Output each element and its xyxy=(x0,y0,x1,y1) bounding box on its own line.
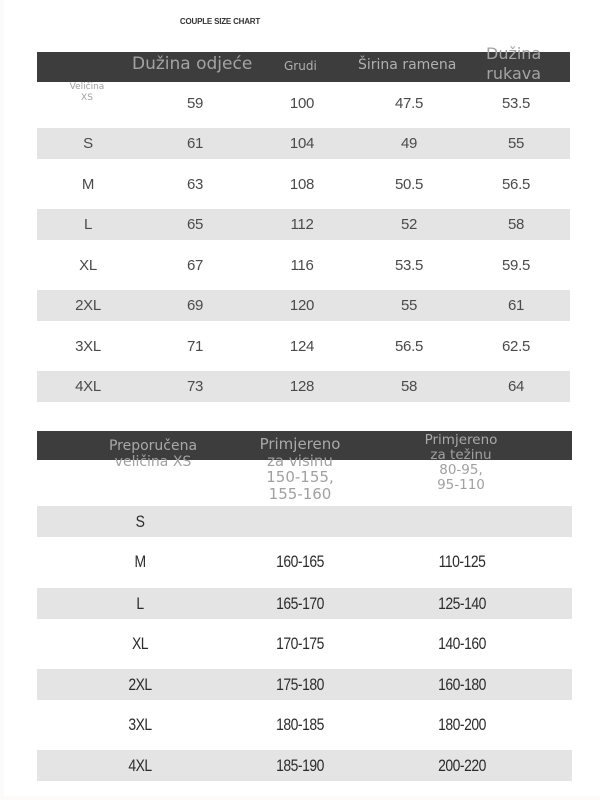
header-sleeve-line2: rukava xyxy=(486,64,542,83)
cell-size: XL xyxy=(131,634,149,653)
table-row-m xyxy=(37,169,570,200)
rec-row-xl xyxy=(37,628,572,659)
cell-shoulder: 52 xyxy=(400,216,418,233)
cell-sleeve: 58 xyxy=(507,216,525,233)
cell-size: 3XL xyxy=(75,338,101,355)
rec-row-m xyxy=(37,546,572,577)
cell-size: M xyxy=(134,552,146,571)
header-sleeve xyxy=(486,44,541,84)
header-weight-line4: 95-110 xyxy=(437,477,485,493)
cell-sleeve: 53.5 xyxy=(502,95,530,112)
cell-sleeve: 56.5 xyxy=(502,176,530,193)
cell-shoulder: 53.5 xyxy=(395,257,423,274)
header-height xyxy=(240,436,360,502)
rec-row-2xl xyxy=(37,669,572,700)
cell-length: 73 xyxy=(186,378,204,395)
cell-height: 160-165 xyxy=(276,552,324,571)
cell-sleeve: 59.5 xyxy=(502,257,530,274)
cell-length: 71 xyxy=(186,338,204,355)
cell-shoulder: 56.5 xyxy=(395,338,423,355)
cell-shoulder: 50.5 xyxy=(395,176,423,193)
header-chest: Grudi xyxy=(284,59,317,73)
table-row-s xyxy=(37,128,570,159)
header-recommended-size-line2: veličina XS xyxy=(114,454,192,470)
cell-size: 3XL xyxy=(128,715,152,734)
header-height-line3: 150-155, xyxy=(266,468,334,486)
header-weight-line3: 80-95, xyxy=(439,462,483,478)
header-recommended-size xyxy=(78,438,228,470)
cell-size: 2XL xyxy=(75,297,101,314)
cell-length: 65 xyxy=(186,216,204,233)
cell-shoulder: 55 xyxy=(400,297,418,314)
cell-height: 180-185 xyxy=(276,715,324,734)
cell-size: S xyxy=(135,512,145,531)
cell-sleeve: 62.5 xyxy=(502,338,530,355)
table-row-2xl xyxy=(37,290,570,321)
cell-weight: 125-140 xyxy=(438,594,486,613)
cell-sleeve: 55 xyxy=(507,135,525,152)
cell-chest: 100 xyxy=(289,95,315,112)
cell-sleeve: 64 xyxy=(507,378,525,395)
cell-shoulder: 47.5 xyxy=(395,95,423,112)
cell-chest: 112 xyxy=(290,216,314,233)
header-weight xyxy=(401,433,521,493)
cell-weight: 180-200 xyxy=(438,715,486,734)
cell-height: 175-180 xyxy=(276,675,324,694)
cell-length: 59 xyxy=(186,95,204,112)
cell-chest: 104 xyxy=(289,135,315,152)
table-row-3xl xyxy=(37,331,570,362)
table-row-xl xyxy=(37,250,570,281)
cell-size: 4XL xyxy=(75,378,101,395)
header-weight-line1: Primjereno xyxy=(424,432,498,448)
cell-chest: 116 xyxy=(290,257,314,274)
cell-length: 67 xyxy=(186,257,204,274)
header-weight-line2: za težinu xyxy=(430,447,492,463)
cell-size: XL xyxy=(79,257,97,274)
cell-length: 63 xyxy=(186,176,204,193)
header-height-line1: Primjereno xyxy=(259,435,341,453)
cell-chest: 120 xyxy=(289,297,315,314)
cell-length: 69 xyxy=(186,297,204,314)
header-size-line1: Veličina xyxy=(69,82,105,92)
cell-size: L xyxy=(83,216,93,233)
cell-chest: 124 xyxy=(289,338,315,355)
cell-chest: 128 xyxy=(289,378,315,395)
header-sleeve-line1: Dužina xyxy=(486,44,542,63)
header-size-line2: XS xyxy=(81,93,93,103)
header-shoulder: Širina ramena xyxy=(358,57,457,73)
cell-height: 170-175 xyxy=(276,634,324,653)
rec-row-s xyxy=(37,506,572,537)
cell-shoulder: 58 xyxy=(400,378,418,395)
header-height-line4: 155-160 xyxy=(268,484,332,503)
cell-weight: 200-220 xyxy=(438,756,486,775)
cell-chest: 108 xyxy=(289,176,315,193)
cell-weight: 110-125 xyxy=(438,552,486,571)
cell-size: 2XL xyxy=(128,675,152,694)
table-row-l xyxy=(37,209,570,240)
header-recommended-size-line1: Preporučena xyxy=(108,438,198,454)
header-height-line2: za visinu xyxy=(267,451,333,470)
cell-height: 185-190 xyxy=(276,756,324,775)
cell-weight: 140-160 xyxy=(438,634,486,653)
header-length: Dužina odjeće xyxy=(132,54,253,74)
cell-size: M xyxy=(81,176,95,193)
cell-size: L xyxy=(136,594,144,613)
rec-row-3xl xyxy=(37,709,572,740)
table-row-xs xyxy=(37,88,570,119)
cell-size: 4XL xyxy=(128,756,152,775)
rec-row-l xyxy=(37,588,572,619)
cell-weight: 160-180 xyxy=(438,675,486,694)
cell-sleeve: 61 xyxy=(507,297,525,314)
cell-size: S xyxy=(83,135,93,152)
cell-height: 165-170 xyxy=(276,594,324,613)
cell-shoulder: 49 xyxy=(400,135,418,152)
chart-title: COUPLE SIZE CHART xyxy=(179,17,261,26)
table-row-4xl xyxy=(37,371,570,402)
cell-length: 61 xyxy=(186,135,204,152)
rec-row-4xl xyxy=(37,750,572,781)
